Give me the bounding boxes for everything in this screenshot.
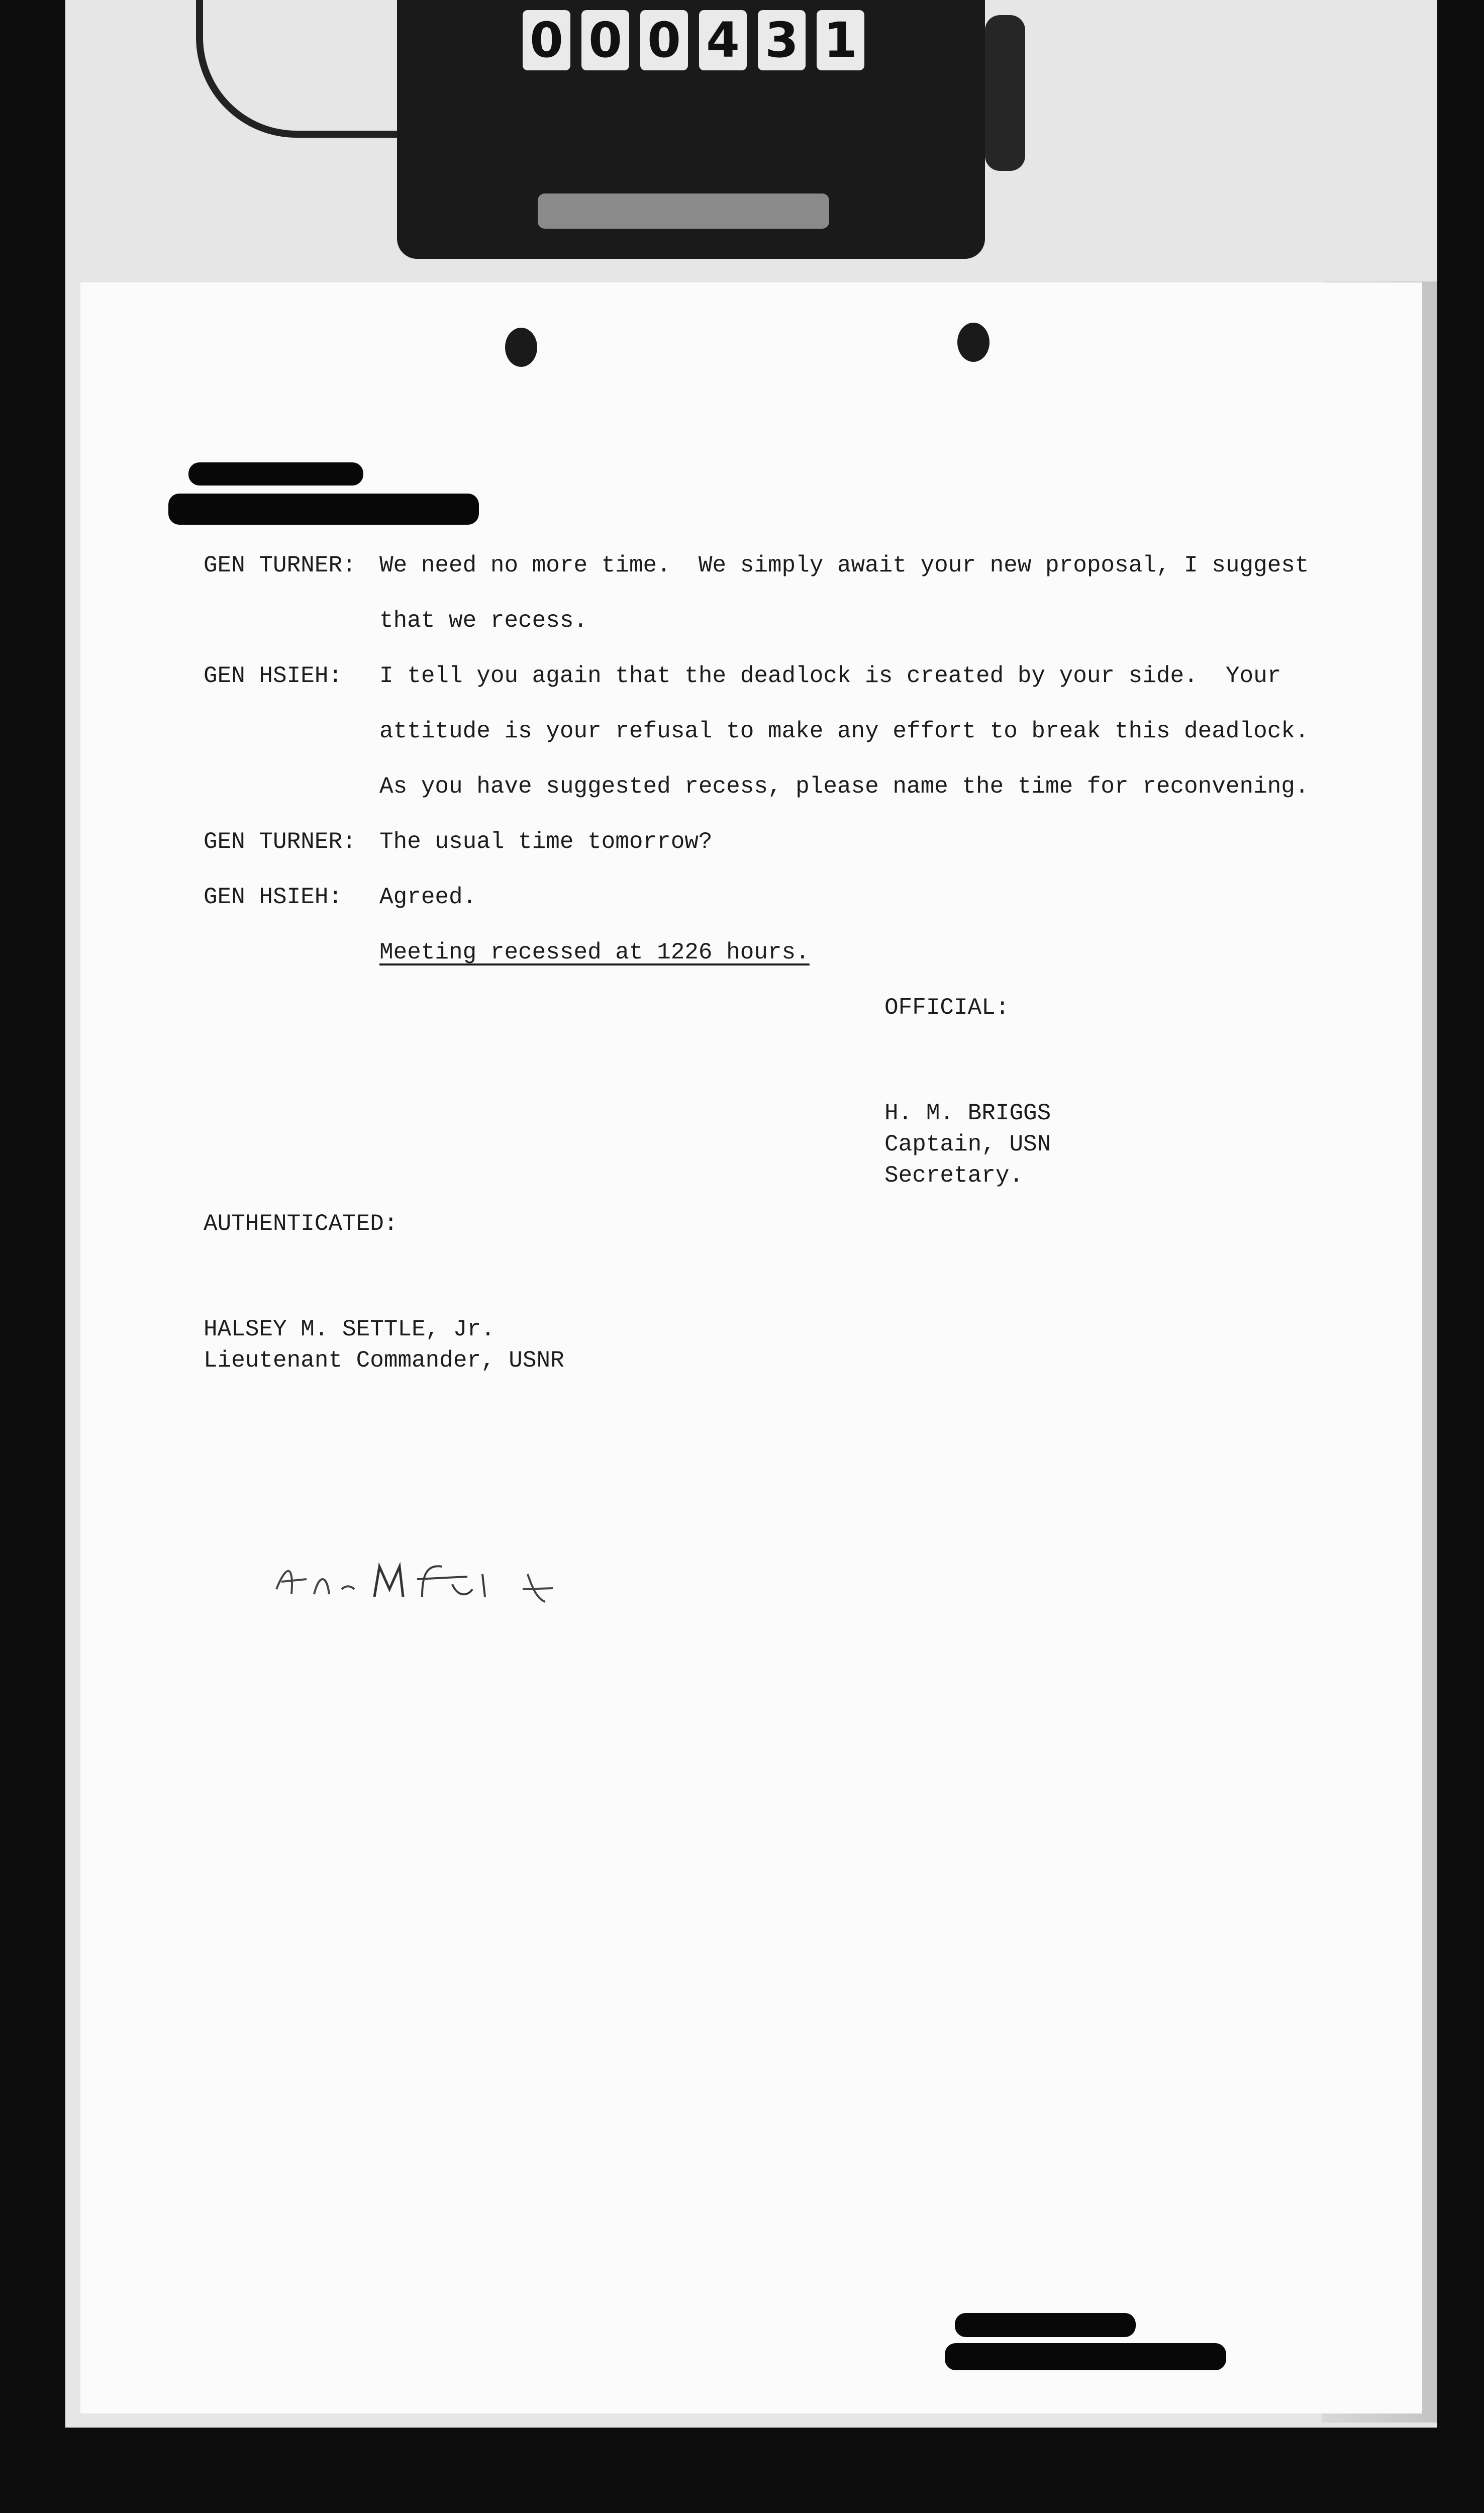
dialogue-line: Agreed. xyxy=(379,884,477,910)
dialogue-line: The usual time tomorrow? xyxy=(379,829,713,855)
punch-hole xyxy=(957,323,990,362)
punch-hole xyxy=(505,328,537,367)
speaker-label: GEN TURNER: xyxy=(204,552,356,578)
official-label: OFFICIAL: xyxy=(884,995,1010,1021)
counter-digit: 4 xyxy=(699,10,747,70)
dialogue-line: that we recess. xyxy=(379,608,588,634)
counter-digit: 0 xyxy=(523,10,570,70)
frame-counter xyxy=(523,10,864,70)
redaction-bar xyxy=(945,2343,1226,2370)
speaker-label: GEN HSIEH: xyxy=(204,884,343,910)
official-rank: Captain, USN xyxy=(884,1131,1051,1157)
dialogue-line: attitude is your refusal to make any effort to break this deadlock. xyxy=(379,718,1309,744)
handwritten-signature xyxy=(271,1554,583,1609)
counter-nameplate xyxy=(538,194,829,229)
authenticator-rank: Lieutenant Commander, USNR xyxy=(204,1347,564,1374)
speaker-label: GEN HSIEH: xyxy=(204,663,343,689)
counter-digit: 0 xyxy=(581,10,629,70)
document-page xyxy=(80,282,1422,2413)
dialogue-line: We need no more time. We simply await your new proposal, I suggest xyxy=(379,552,1309,578)
redaction-bar xyxy=(955,2313,1136,2337)
authenticator-name: HALSEY M. SETTLE, Jr. xyxy=(204,1316,495,1342)
redaction-bar xyxy=(188,462,363,486)
official-title: Secretary. xyxy=(884,1163,1024,1189)
counter-digit: 3 xyxy=(758,10,806,70)
official-name: H. M. BRIGGS xyxy=(884,1100,1051,1126)
authenticated-label: AUTHENTICATED: xyxy=(204,1211,398,1237)
counter-digit: 1 xyxy=(817,10,864,70)
counter-digit: 0 xyxy=(640,10,688,70)
recess-note: Meeting recessed at 1226 hours. xyxy=(379,939,810,965)
redaction-bar xyxy=(168,494,479,525)
dialogue-line: I tell you again that the deadlock is created by your side. Your xyxy=(379,663,1281,689)
speaker-label: GEN TURNER: xyxy=(204,829,356,855)
dialogue-line: As you have suggested recess, please name the time for reconvening. xyxy=(379,774,1309,800)
counter-knob xyxy=(985,15,1025,171)
